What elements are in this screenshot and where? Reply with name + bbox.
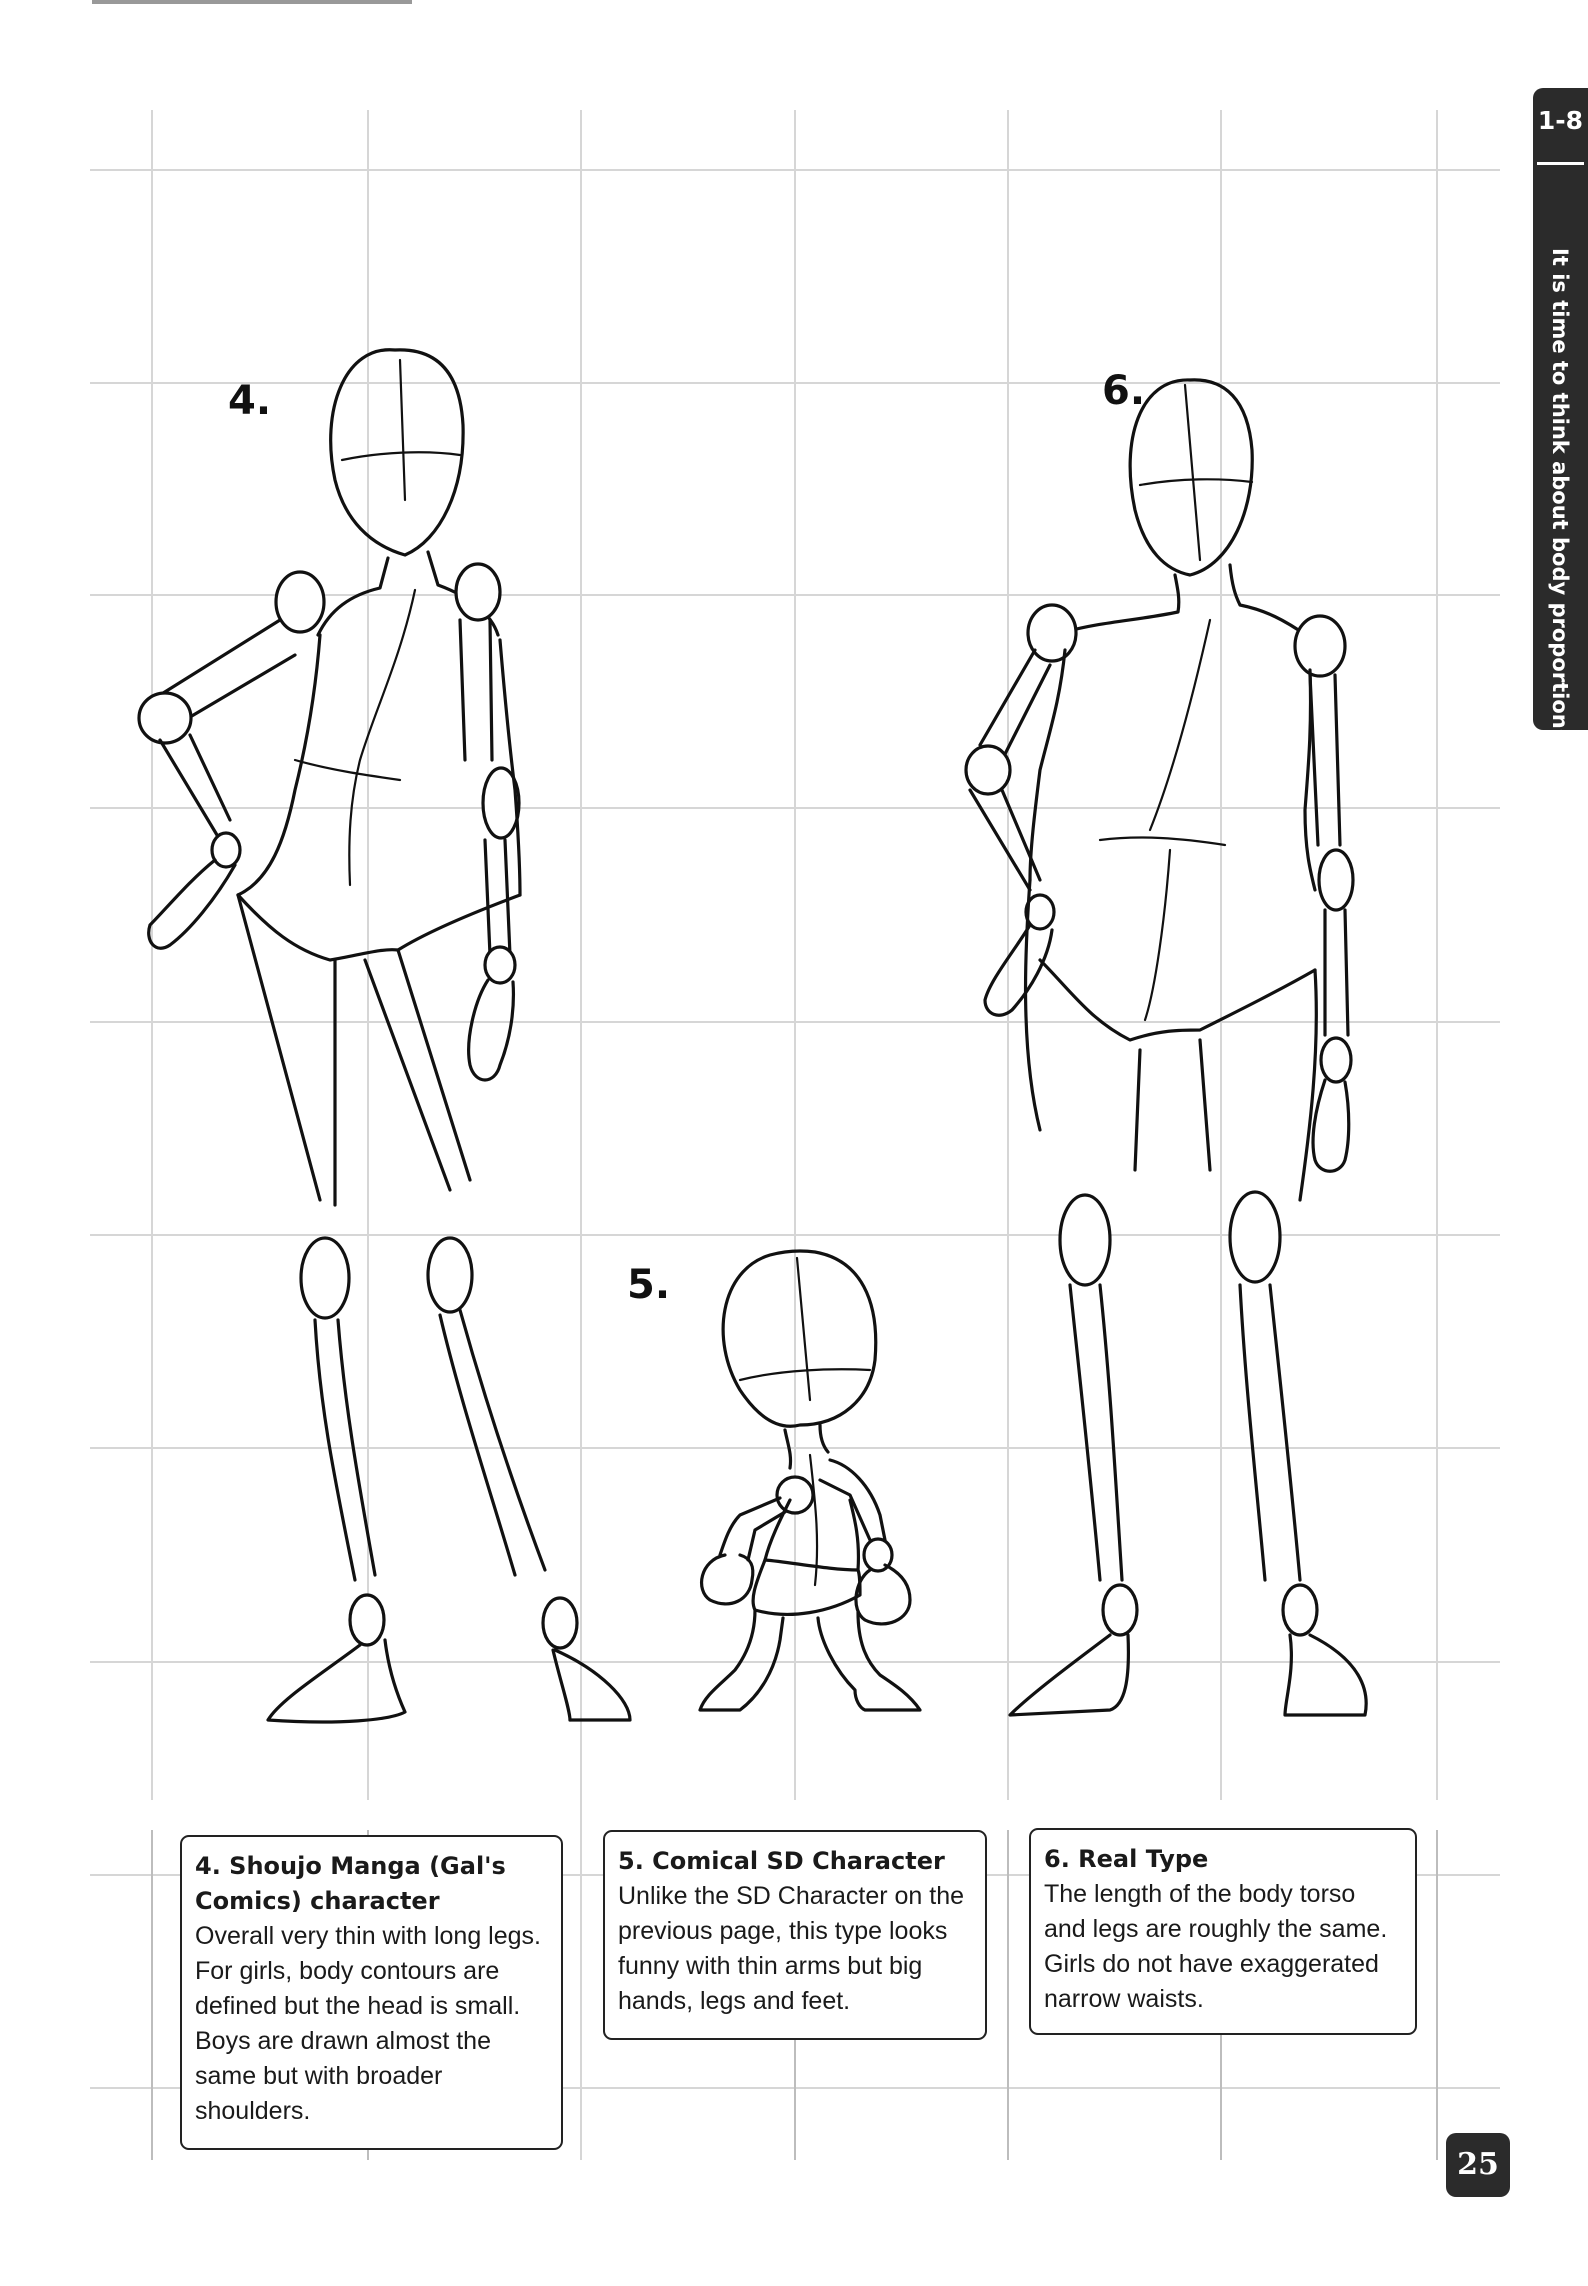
caption-box-4 (180, 1835, 563, 2150)
figure-4-label: 4. (228, 378, 272, 424)
caption-body: The length of the body torso and legs are roughly the same. Girls do not have exaggerated narrow waists. (1044, 1880, 1388, 2013)
chapter-tab-divider (1537, 162, 1584, 165)
caption-box-5 (603, 1830, 987, 2040)
chapter-number: 1-8 (1537, 106, 1584, 135)
page-number: 25 (1457, 2147, 1499, 2182)
figure-5-label: 5. (627, 1262, 671, 1308)
caption-box-6 (1029, 1828, 1417, 2035)
figure-4-drawing (120, 320, 680, 1740)
figure-6-drawing (940, 350, 1400, 1740)
chapter-caption: It is time to think about body proportions now. (1548, 248, 1572, 804)
caption-title: 6. Real Type (1044, 1845, 1209, 1873)
chapter-tab (1533, 88, 1588, 804)
caption-title: 4. Shoujo Manga (Gal's Comics) character (195, 1852, 506, 1915)
caption-body: Unlike the SD Character on the previous page, this type looks funny with thin arms but big hands, legs and feet. (618, 1882, 965, 2015)
caption-title: 5. Comical SD Character (618, 1847, 945, 1875)
caption-body: Overall very thin with long legs. For girls, body contours are defined but the head is small. Boys are drawn almost the same but with broader shoulders. (195, 1922, 541, 2125)
figure-6-label: 6. (1102, 368, 1146, 414)
figure-5-drawing (680, 1240, 980, 1760)
page-number-badge (1446, 2133, 1510, 2197)
